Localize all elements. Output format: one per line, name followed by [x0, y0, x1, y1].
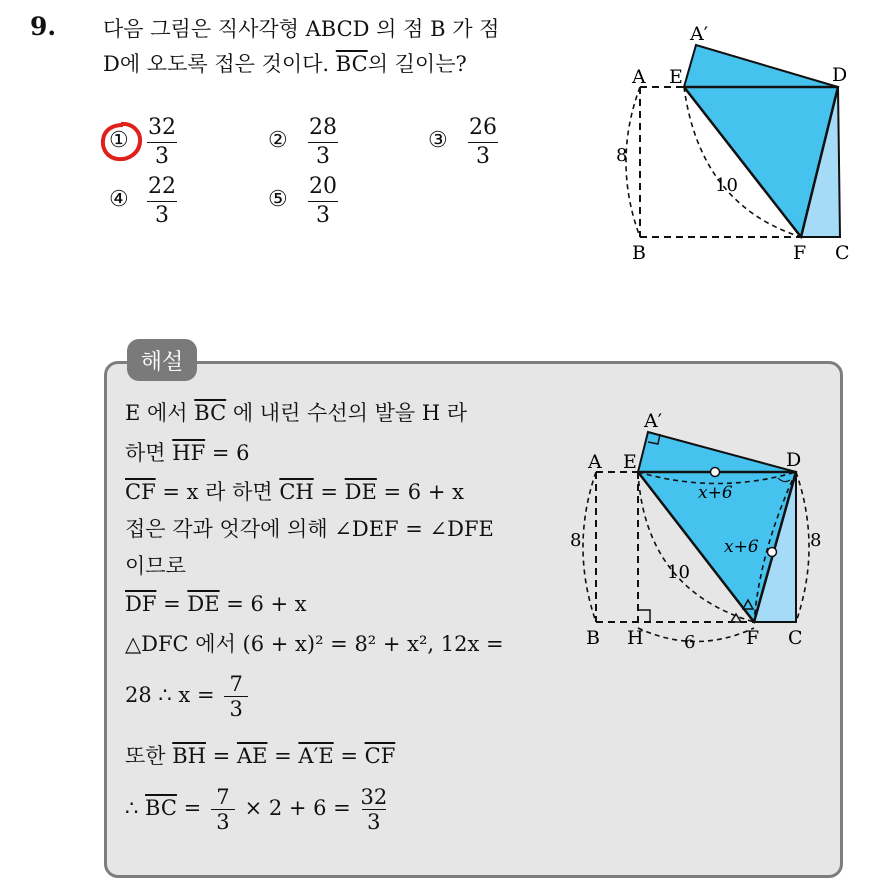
choice-5[interactable] [268, 174, 348, 234]
choice-1[interactable] [105, 115, 185, 175]
label-b: B [586, 627, 600, 649]
solution-line-6: $\overline{DF} = \overline{DE} = 6 + x$ [125, 592, 307, 616]
label-f: F [746, 627, 760, 649]
solution-line-4: 접은 각과 엇각에 의해 ∠DEF = ∠DFE [125, 517, 494, 541]
label-a-prime: A′ [644, 410, 663, 432]
solution-line-7: △DFC 에서 (6 + x)² = 8² + x², 12x = [125, 632, 504, 656]
label-df: x+6 [724, 537, 759, 557]
label-a-prime: A′ [690, 23, 709, 45]
solution-line-1: E 에서 $\overline{BC}$ 에 내린 수선의 발을 H 라 [125, 401, 468, 425]
choice-fraction: 32 3 [148, 115, 176, 169]
question-text-line2: D에 오도록 접은 것이다. $\overline{BC}$의 길이는? [103, 52, 467, 76]
flap-ea-d [684, 45, 838, 87]
label-b: B [632, 242, 646, 264]
solution-line-10: ∴ $\overline{BC}$ = $\frac{7}{3}$ × 2 + 6 = $\frac{32}{3}$ [125, 785, 388, 834]
flap-ea-d [638, 432, 796, 472]
figure-solution-diagram [560, 400, 840, 660]
choice-4[interactable] [109, 174, 189, 234]
choice-number: ⑤ [268, 187, 288, 212]
label-a: A [588, 451, 602, 473]
solution-line-8: 28 ∴ x = $\frac{7}{3}$ [125, 672, 251, 721]
label-ed: x+6 [698, 483, 733, 503]
choice-3[interactable] [428, 115, 508, 175]
label-left-8: 8 [570, 530, 582, 551]
segment-bc: $\overline{BC}$ [335, 52, 368, 76]
label-c: C [788, 627, 803, 649]
question-number: 9. [30, 12, 57, 41]
choice-number: ② [268, 128, 288, 153]
choice-fraction: 20 3 [309, 174, 337, 228]
choice-fraction: 28 3 [309, 115, 337, 169]
label-right-8: 8 [810, 530, 822, 551]
label-ef: 10 [667, 562, 690, 583]
solution-line-5: 이므로 [125, 554, 186, 578]
label-d: D [832, 64, 848, 86]
solution-line-2: 하면 $\overline{HF} = 6$ [125, 441, 250, 465]
label-e: E [669, 66, 683, 88]
label-hf: 6 [684, 632, 696, 653]
choice-fraction: 22 3 [148, 174, 176, 228]
label-f: F [793, 242, 807, 264]
label-e: E [623, 451, 637, 473]
choice-2[interactable] [268, 115, 348, 175]
label-h: H [627, 627, 644, 649]
label-a: A [632, 66, 646, 88]
choice-number: ① [109, 128, 129, 153]
solution-tag: 해설 [127, 339, 197, 381]
label-d: D [786, 449, 802, 471]
choice-number: ④ [109, 187, 129, 212]
choice-number: ③ [428, 128, 448, 153]
label-side-length: 8 [616, 145, 628, 166]
figure-folded-rectangle [590, 15, 870, 275]
label-c: C [835, 242, 850, 264]
label-fold-length: 10 [715, 175, 738, 196]
choice-fraction: 26 3 [469, 115, 497, 169]
solution-line-3: $\overline{CF} = x$ 라 하면 $\overline{CH} = \overline{DE} = 6 + x$ [125, 480, 464, 504]
solution-line-9: 또한 $\overline{BH} = \overline{AE} = A'E = \overline{CF}$ [125, 744, 396, 768]
question-text-line1: 다음 그림은 직사각형 ABCD 의 점 B 가 점 [103, 17, 500, 41]
